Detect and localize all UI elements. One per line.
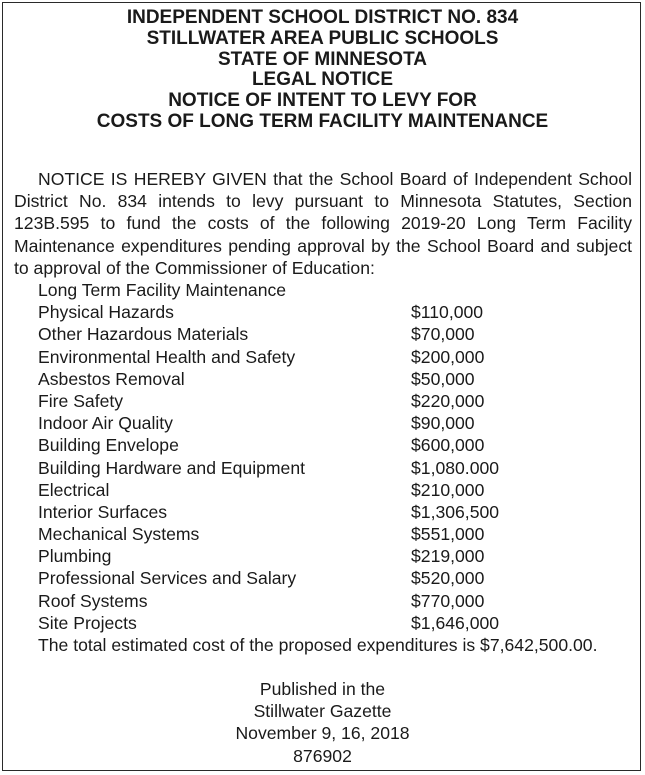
item-label: Other Hazardous Materials [38, 324, 249, 345]
list-item [14, 346, 632, 368]
schools-title: STILLWATER AREA PUBLIC SCHOOLS [146, 27, 499, 49]
costs-title: COSTS OF LONG TERM FACILITY MAINTENANCE [96, 110, 549, 132]
item-label: Mechanical Systems [38, 524, 200, 545]
item-label: Physical Hazards [38, 302, 174, 323]
list-item [14, 590, 632, 612]
item-amount: $1,080.000 [411, 457, 500, 478]
item-label: Fire Safety [38, 390, 124, 411]
list-item [14, 434, 632, 456]
list-item [14, 390, 632, 412]
item-amount: $600,000 [411, 435, 485, 456]
item-amount: $90,000 [411, 413, 475, 434]
item-amount: $1,306,500 [411, 501, 500, 522]
list-heading: Long Term Facility Maintenance [38, 280, 287, 301]
newspaper-name: Stillwater Gazette [253, 701, 392, 722]
item-amount: $50,000 [411, 368, 475, 389]
district-title: INDEPENDENT SCHOOL DISTRICT NO. 834 [126, 7, 519, 28]
list-item [14, 545, 632, 567]
list-item [14, 368, 632, 390]
list-item [14, 479, 632, 501]
notice-body [14, 168, 632, 656]
item-label: Roof Systems [38, 590, 148, 611]
expenditure-list [14, 279, 632, 634]
publication-footer [0, 678, 645, 767]
item-label: Site Projects [38, 612, 137, 633]
list-item [14, 457, 632, 479]
item-amount: $770,000 [411, 590, 485, 611]
state-title: STATE OF MINNESOTA [218, 48, 427, 70]
item-label: Environmental Health and Safety [38, 346, 296, 367]
list-item [14, 412, 632, 434]
item-label: Building Envelope [38, 435, 179, 456]
item-label: Electrical [38, 479, 110, 500]
intro-text: NOTICE IS HEREBY GIVEN that the School Board of Independent School District No. 834 intends to levy pursuant to Minnesota Statutes, Section 123B.595 to fund the costs of the following 2019-20 Long Term Facility Maintenance expenditures pending approval by the School Board and subject to approval of the Commissioner of Education: [14, 169, 632, 278]
list-item [14, 567, 632, 589]
legal-notice-title: LEGAL NOTICE [251, 69, 394, 91]
item-amount: $219,000 [411, 546, 485, 567]
total-cost-text: The total estimated cost of the proposed expenditures is $7,642,500.00. [38, 635, 598, 656]
item-label: Asbestos Removal [38, 368, 185, 389]
item-amount: $110,000 [411, 302, 484, 323]
item-label: Interior Surfaces [38, 501, 168, 522]
publication-dates: November 9, 16, 2018 [235, 723, 410, 744]
list-heading-row [14, 279, 632, 301]
item-amount: $200,000 [411, 346, 485, 367]
list-item [14, 523, 632, 545]
list-item [14, 301, 632, 323]
item-amount: $70,000 [411, 324, 475, 345]
item-amount: $210,000 [411, 479, 485, 500]
item-label: Professional Services and Salary [38, 568, 297, 589]
item-amount: $520,000 [411, 568, 485, 589]
ad-number: 876902 [293, 745, 352, 766]
intro-paragraph [14, 168, 632, 279]
list-item [14, 323, 632, 345]
item-label: Plumbing [38, 546, 112, 567]
item-label: Indoor Air Quality [38, 413, 173, 434]
intent-title: NOTICE OF INTENT TO LEVY FOR [168, 90, 477, 112]
list-item [14, 501, 632, 523]
item-amount: $551,000 [411, 524, 485, 545]
item-label: Building Hardware and Equipment [38, 457, 305, 478]
list-item [14, 612, 632, 634]
notice-header [0, 8, 645, 133]
item-amount: $220,000 [411, 390, 485, 411]
item-amount: $1,646,000 [411, 612, 500, 633]
published-line: Published in the [259, 679, 386, 699]
